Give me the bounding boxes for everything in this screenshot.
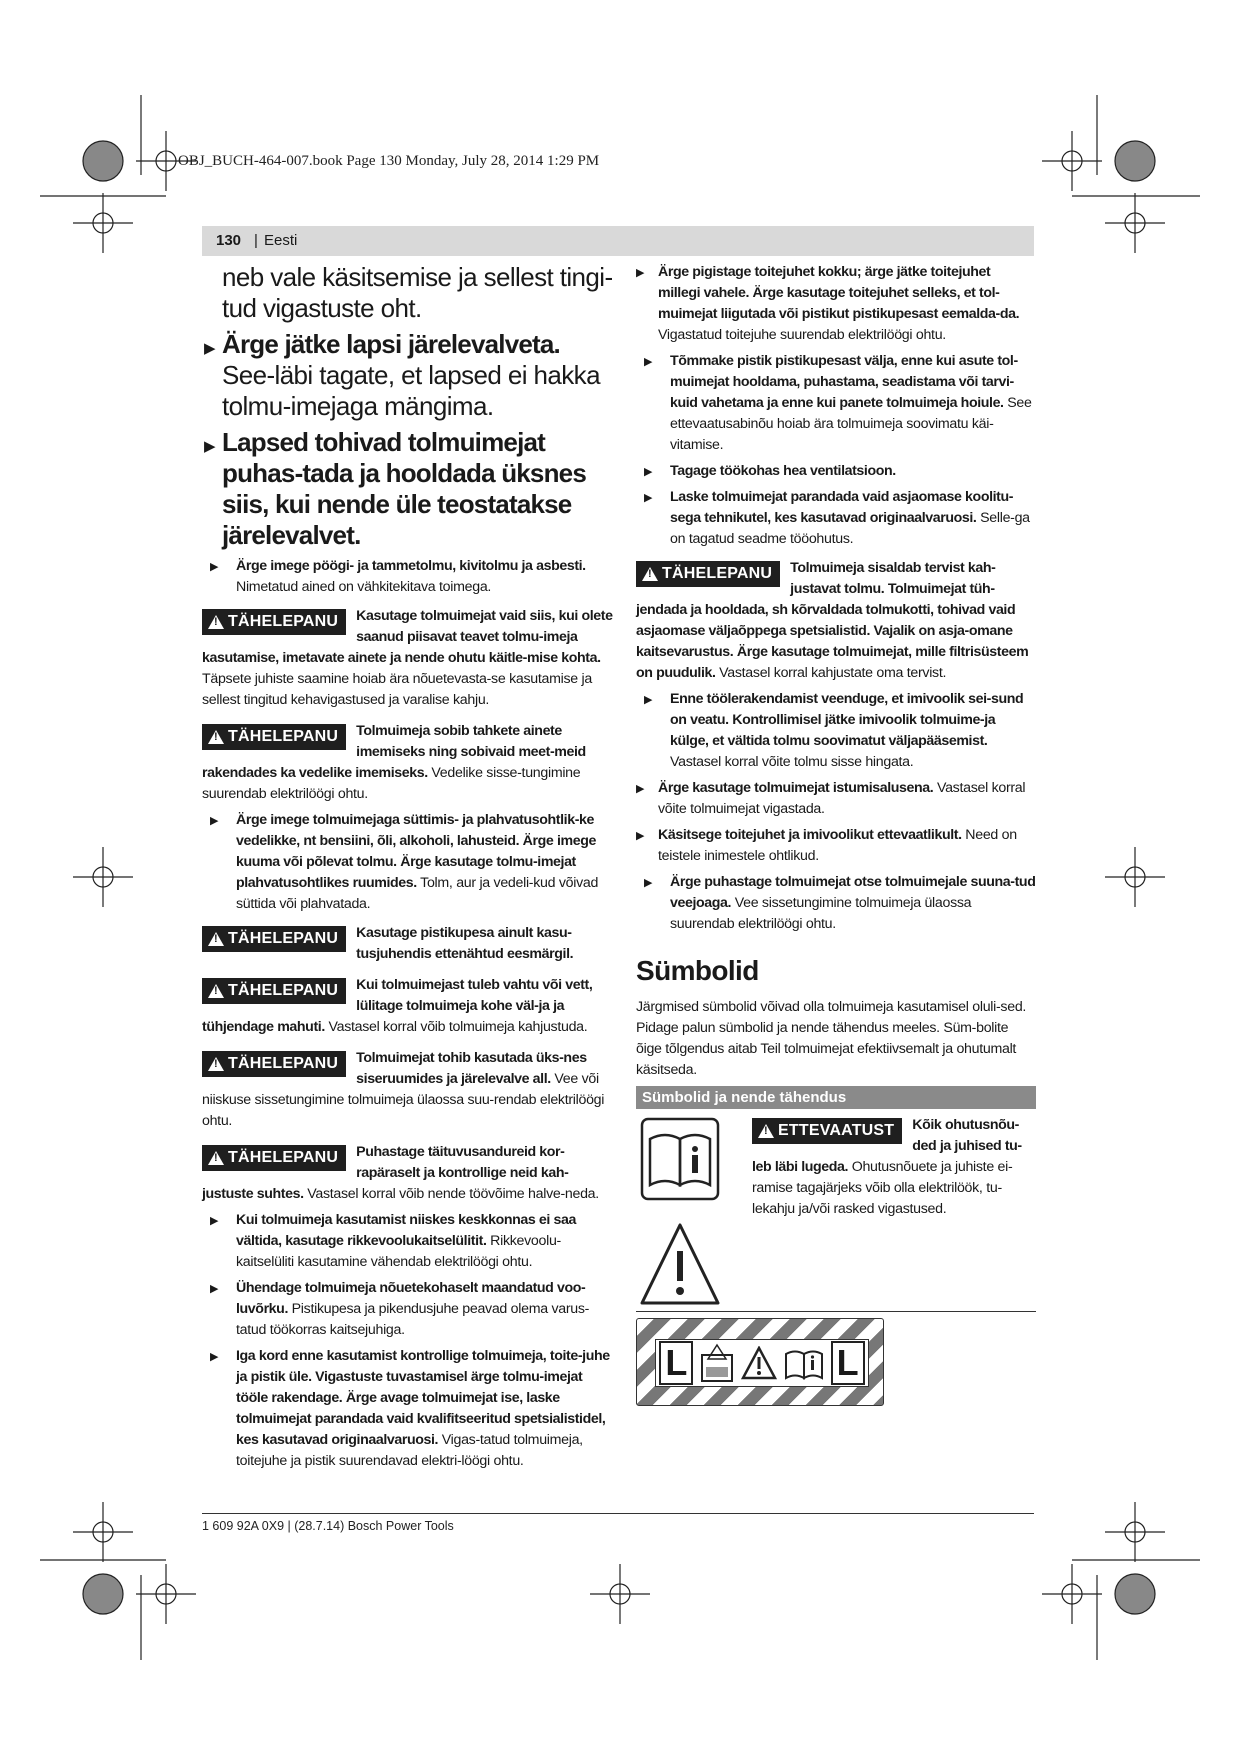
warning-triangle-icon (208, 932, 224, 946)
safety-bullet-rcd: ▶ Kui tolmuimeja kasutamist niiskes keskkonnas ei saa vältida, kasutage rikkevoolukaitselülitit. Rikkevoolu-kaitselüliti kasutamine vähendab elektrilöögi ohtu. (202, 1210, 614, 1273)
page-language: Eesti (264, 232, 298, 249)
symbols-heading: Sümbolid (636, 955, 759, 986)
safety-bullet-check: ▶ Iga kord enne kasutamist kontrollige tolmuimeja, toite-juhe ja pistik üle. Vigastuste tuvastamisel ärge tolmu-imejat tööle rakendage. Ärge avage tolmuimejat ise, laske tolmuimejat parandada vaid kvalifitseeritud spetsialistidel, kes kasutavad originaalvaruosi. Vigas-tatud tolmuimeja, toitejuhe ja pistik suurendavad elektri-löögi ohtu. (202, 1346, 614, 1472)
safety-bullet-dust: ▶ Ärge imege pöögi- ja tammetolmu, kivitolmu ja asbesti. Nimetatud ained on vähkitekitava toimega. (202, 556, 614, 598)
symbols-table-row (636, 1109, 1036, 1309)
warning-badge: ! TÄHELEPANU (636, 561, 780, 587)
warning-badge: ! TÄHELEPANU (202, 724, 346, 750)
warning-block-information: ! TÄHELEPANU Kasutage tolmuimejat vaid siis, kui olete saanud piisavat teavet tolmu-imeja kasutamise, imetavate ainete ja nende ohutu käitle-mise kohta. Täpsete juhiste saamine hoiab ära nõuetevasta-se kasutamise ja sellest tingitud kehavigastused ja varalise kahju. (202, 606, 614, 711)
footer-rule (202, 1513, 1034, 1514)
warning-badge: ! TÄHELEPANU (202, 609, 346, 635)
warning-block-liquids: ! TÄHELEPANU Tolmuimeja sobib tahkete ainete imemiseks ning sobivaid meet-meid rakendades ka vedelike imemiseks. Vedelike sisse-tungimine suurendab elektrilöögi ohtu. (202, 721, 614, 805)
symbols-intro: Järgmised sümbolid võivad olla tolmuimeja kasutamisel oluli-sed. Pidage palun sümbolid ja nende tähendus meeles. Süm-bolite õige tõlgendus aitab Teil tolmuimejat efektiivsemalt ja ohutumalt käsitseda. (636, 999, 1027, 1078)
warning-block-sensors: ! TÄHELEPANU Puhastage täituvusandureid kor-rapäraselt ja kontrollige neid kah-justuste suhtes. Vastasel korral võib nende töövõime halve-neda. (202, 1142, 614, 1205)
safety-bullet-children: ▶ Ärge jätke lapsi järelevalveta. See-läbi tagate, et lapsed ei hakka tolmu-imejaga mängima. (202, 329, 614, 422)
warning-block-foam: ! TÄHELEPANU Kui tolmuimejast tuleb vahtu või vett, lülitage tolmuimeja kohe väl-ja ja tühjendage mahuti. Vastasel korral võib tolmuimeja kahjustuda. (202, 975, 614, 1038)
warning-triangle-icon (642, 567, 658, 581)
page-header (202, 226, 1034, 256)
label-icons-strip (655, 1339, 869, 1387)
warning-triangle-icon (208, 615, 224, 629)
warning-badge: ! TÄHELEPANU (202, 978, 346, 1004)
warning-badge: ! TÄHELEPANU (202, 1051, 346, 1077)
warning-triangle-icon (208, 984, 224, 998)
warning-block-health: ! TÄHELEPANU Tolmuimeja sisaldab tervist kah-justavat tolmu. Tolmuimejat tüh-jendada ja hooldada, sh kõrvaldada tolmukotti, tohivad vaid asjaomase väljaõppega spetsialistid. Vajalik on asja-omane kaitsevarustus. Ärge kasutage tolmuimejat, mille filtrisüsteem on puudulik. Vastasel korral kahjustate oma tervist. (636, 558, 1036, 684)
warning-triangle-icon (758, 1124, 774, 1138)
warning-triangle-icon (741, 1346, 777, 1380)
warning-badge: ! TÄHELEPANU (202, 1145, 346, 1171)
safety-bullet-grounded: ▶ Ühendage tolmuimeja nõuetekohaselt maandatud voo-luvõrku. Pistikupesa ja pikendusjuhe peavad olema varus-tatud töökorras kaitsejuhiga. (202, 1278, 614, 1341)
safety-bullet-ventilation: ▶ Tagage töökohas hea ventilatsioon. (636, 461, 1036, 482)
caution-badge: ! ETTEVAATUST (752, 1118, 902, 1144)
read-manual-icon (784, 1346, 824, 1380)
warning-triangle-icon (208, 730, 224, 744)
safety-bullet-unplug: ▶ Tõmmake pistik pistikupesast välja, enne kui asute tol-muimejat hooldama, puhastama, seadistama või tarvi-kuid vahetama ja enne kui panete tolmuimeja hoiule. See ettevaatusabinõu hoiab ära tolmuimeja soovimatu käi-vitamise. (636, 351, 1036, 456)
safety-bullet-hose: ▶ Enne töölerakendamist veenduge, et imivoolik sei-sund on veatu. Kontrollimisel jätke imivoolik tolmuime-ja külge, et vältida tolmu soovimatut väljapääsemist. Vastasel korral võite tolmu sisse hingata. (636, 689, 1036, 773)
label-letter-l: L (831, 1341, 865, 1385)
read-manual-icon (640, 1117, 720, 1201)
product-label (636, 1318, 884, 1406)
safety-bullet-cords: ▶ Ärge pigistage toitejuhet kokku; ärge jätke toitejuhet millegi vahele. Ärge kasutage toitejuhet selleks, et tol-muimejat liigutada või pistikut pistikupesast eemalda-da. Vigastatud toitejuhe suurendab elektrilöögi ohtu. (636, 262, 1036, 346)
right-column (636, 262, 1036, 1406)
intro-continuation: neb vale käsitsemise ja sellest tingi-tud vigastuste oht. (222, 262, 613, 323)
safety-bullet-careful: ▶ Käsitsege toitejuhet ja imivoolikut ettevaatlikult. Need on teistele inimestele ohtlikud. (636, 825, 1036, 867)
safety-bullet-repair: ▶ Laske tolmuimejat parandada vaid asjaomase koolitu-sega tehnikutel, kes kasutavad originaalvaruosi. Selle-ga on tagatud seadme tööohutus. (636, 487, 1036, 550)
safety-bullet-children-cleaning: ▶ Lapsed tohivad tolmuimejat puhas-tada ja hooldada üksnes siis, kui nende üle teostatakse järelevalvet. (202, 427, 614, 551)
file-info: OBJ_BUCH-464-007.book Page 130 Monday, July 28, 2014 1:29 PM (178, 153, 600, 169)
caution-text-block: ! ETTEVAATUST Kõik ohutusnõu-ded ja juhised tu-leb läbi lugeda. Ohutusnõuete ja juhiste ei-ramise tagajärjeks võib olla elektrilöök, tu-lekahju ja/või rasked vigastused. (752, 1115, 1040, 1220)
warning-triangle-icon (208, 1151, 224, 1165)
safety-bullet-seat: ▶ Ärge kasutage tolmuimejat istumisalusena. Vastasel korral võite tolmuimejat vigastada. (636, 778, 1036, 820)
header-separator: | (254, 232, 258, 249)
dust-class-icon (700, 1343, 734, 1383)
warning-block-socket: ! TÄHELEPANU Kasutage pistikupesa ainult kasu-tusjuhendis ettenähtud eesmärgil. (202, 923, 614, 965)
left-column (202, 262, 614, 1477)
safety-bullet-flammable: ▶ Ärge imege tolmuimejaga süttimis- ja plahvatusohtlik-ke vedelikke, nt bensiini, õli, alkoholi, lahusteid. Ärge imege kuuma või põlevat tolmu. Ärge kasutage tolmu-imejat plahvatusohtlikes ruumides. Tolm, aur ja vedeli-kud võivad süttida või plahvatada. (202, 810, 614, 915)
label-letter-l: L (659, 1341, 693, 1385)
danger-triangle-icon (638, 1221, 722, 1309)
page-footer: 1 609 92A 0X9 | (28.7.14) Bosch Power Tools (202, 1519, 454, 1533)
safety-bullet-water: ▶ Ärge puhastage tolmuimejat otse tolmuimejale suuna-tud veejoaga. Vee sissetungimine tolmuimeja ülaossa suurendab elektrilöögi ohtu. (636, 872, 1036, 935)
warning-block-indoors: ! TÄHELEPANU Tolmuimejat tohib kasutada üks-nes siseruumides ja järelevalve all. Vee või niiskuse sissetungimine tolmuimeja ülaossa suu-rendab elektrilöögi ohtu. (202, 1048, 614, 1132)
page-number: 130 (216, 232, 242, 249)
warning-triangle-icon (208, 1057, 224, 1071)
symbols-table-divider (636, 1311, 1036, 1312)
warning-badge: ! TÄHELEPANU (202, 926, 346, 952)
symbols-table-heading: Sümbolid ja nende tähendus (636, 1086, 1036, 1109)
